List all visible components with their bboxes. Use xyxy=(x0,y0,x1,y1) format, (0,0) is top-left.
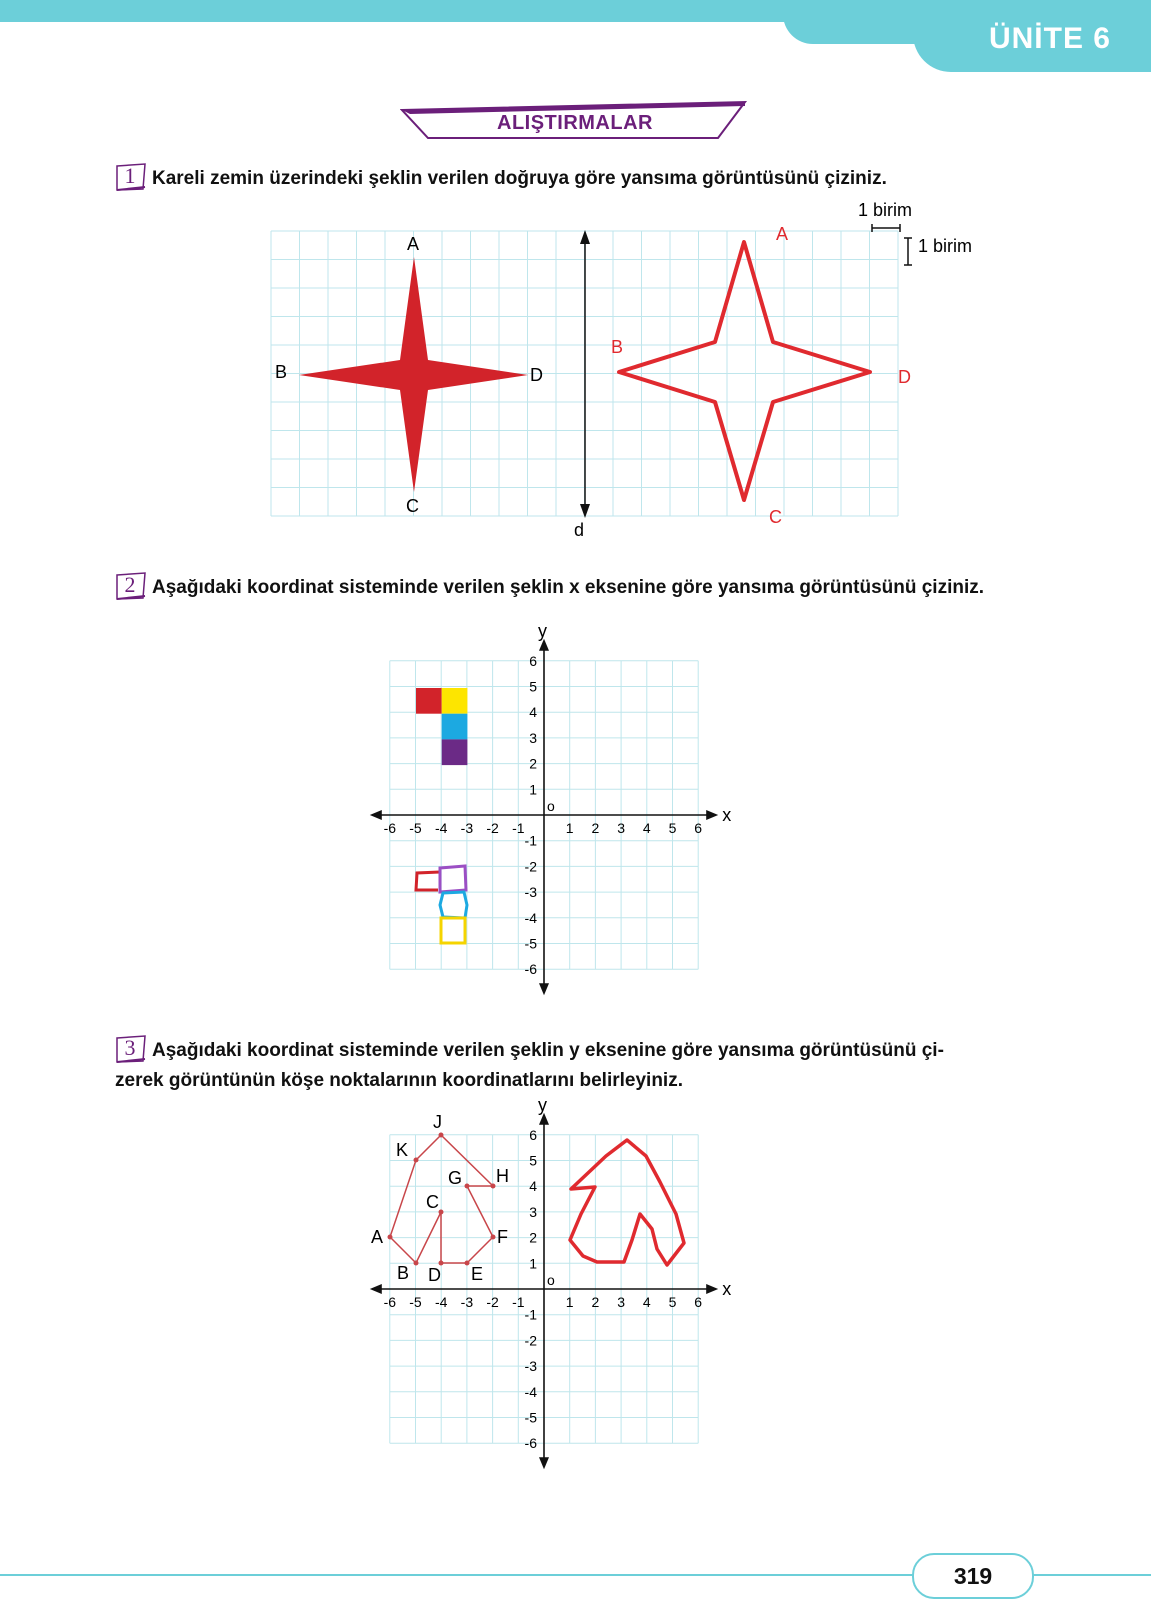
x-tick-label: -4 xyxy=(434,1294,448,1310)
x-tick-label: 5 xyxy=(668,820,677,836)
y-tick-label: -6 xyxy=(524,961,537,978)
y-tick-label: -2 xyxy=(524,1332,537,1349)
square-red xyxy=(416,688,442,714)
x-tick-label: -3 xyxy=(460,1294,474,1310)
y-tick-label: 2 xyxy=(529,755,537,772)
y-tick-label: -3 xyxy=(524,1358,537,1375)
label-original-a: A xyxy=(407,234,420,254)
original-star-shape xyxy=(299,257,528,492)
question-2-coordinate-plane xyxy=(0,620,1151,1010)
x-tick-label: -1 xyxy=(512,820,525,836)
label-reflection-c: C xyxy=(769,507,782,527)
x-tick-label: -4 xyxy=(434,820,448,836)
square-blue xyxy=(442,714,468,740)
x-tick-label: -6 xyxy=(383,1294,397,1310)
page-number: 319 xyxy=(953,1563,993,1589)
question-number-2: 2 xyxy=(115,571,145,599)
y-tick-label: -4 xyxy=(524,1383,537,1400)
y-tick-label: 4 xyxy=(529,1178,537,1195)
y-tick-label: 1 xyxy=(529,781,537,798)
y-tick-label: -5 xyxy=(524,935,537,952)
label-reflection-d: D xyxy=(898,367,911,387)
x-tick-label: 3 xyxy=(617,820,625,836)
x-tick-label: 4 xyxy=(642,820,651,836)
x-tick-label: 2 xyxy=(591,1294,600,1310)
question-number-3: 3 xyxy=(115,1034,145,1062)
page-number-pill xyxy=(912,1553,1034,1599)
reflected-square-red xyxy=(416,872,440,890)
x-axis-label: x xyxy=(722,1279,732,1299)
point-label-k: K xyxy=(396,1140,409,1160)
point-label-d: D xyxy=(428,1265,441,1285)
x-tick-label: 1 xyxy=(565,1294,574,1310)
y-tick-label: 5 xyxy=(529,678,537,695)
reflected-square-blue xyxy=(440,892,467,918)
label-original-c: C xyxy=(406,496,419,516)
x-tick-label: -5 xyxy=(409,820,422,836)
reflected-square-purple xyxy=(440,866,466,892)
x-tick-label: -1 xyxy=(512,1294,525,1310)
y-tick-label: -2 xyxy=(524,858,537,875)
question-text-2: Aşağıdaki koordinat sisteminde verilen şeklin x eksenine göre yansıma görüntüsünü çiziniz. xyxy=(152,577,985,598)
point-label-e: E xyxy=(471,1264,484,1284)
point-label-a: A xyxy=(371,1227,384,1247)
label-original-b: B xyxy=(275,362,288,382)
question-text-1: Kareli zemin üzerindeki şeklin verilen doğruya göre yansıma görüntüsünü çiziniz. xyxy=(152,168,887,189)
x-tick-label: -5 xyxy=(409,1294,422,1310)
x-tick-label: -2 xyxy=(486,820,499,836)
x-tick-label: 5 xyxy=(668,1294,677,1310)
origin-label: o xyxy=(547,1272,555,1288)
unit-label: ÜNİTE 6 xyxy=(988,22,1111,55)
y-tick-label: 2 xyxy=(529,1229,537,1246)
x-tick-label: 1 xyxy=(565,820,574,836)
point-label-j: J xyxy=(433,1112,442,1132)
reflected-square-yellow xyxy=(441,918,465,943)
x-axis-label: x xyxy=(722,805,732,825)
mirror-line-label: d xyxy=(574,520,585,540)
x-tick-label: 6 xyxy=(694,820,703,836)
y-tick-label: 3 xyxy=(529,1203,537,1220)
y-axis-label: y xyxy=(538,1094,547,1115)
unit-vertical-label: 1 birim xyxy=(918,236,973,256)
question-text-3-line2: zerek görüntünün köşe noktalarının koordinatlarını belirleyiniz. xyxy=(115,1070,683,1091)
x-tick-label: 3 xyxy=(617,1294,625,1310)
y-tick-label: -3 xyxy=(524,884,537,901)
point-label-f: F xyxy=(497,1227,508,1247)
label-reflection-a: A xyxy=(776,224,789,244)
y-tick-label: 6 xyxy=(529,1126,537,1143)
label-original-d: D xyxy=(530,365,543,385)
label-reflection-b: B xyxy=(611,337,624,357)
x-tick-label: -6 xyxy=(383,820,397,836)
x-tick-label: 6 xyxy=(694,1294,703,1310)
y-tick-label: 4 xyxy=(529,704,537,721)
x-tick-label: -2 xyxy=(486,1294,499,1310)
square-purple xyxy=(442,739,468,765)
question-3-coordinate-plane xyxy=(0,1094,1151,1484)
reflected-star-outline xyxy=(619,242,870,500)
y-tick-label: 6 xyxy=(529,652,537,669)
point-label-h: H xyxy=(496,1166,509,1186)
y-tick-label: -1 xyxy=(524,1306,537,1323)
point-label-b: B xyxy=(397,1263,410,1283)
y-tick-label: -5 xyxy=(524,1409,537,1426)
square-yellow xyxy=(442,688,468,714)
section-title: ALIŞTIRMALAR xyxy=(497,112,653,134)
point-label-c: C xyxy=(426,1192,439,1212)
question-1-figure xyxy=(0,0,1151,560)
y-tick-label: 3 xyxy=(529,729,537,746)
x-tick-label: 4 xyxy=(642,1294,651,1310)
x-tick-label: 2 xyxy=(591,820,600,836)
reflected-polygon xyxy=(570,1140,684,1265)
unit-horizontal-label: 1 birim xyxy=(858,200,913,220)
question-text-3-line1: Aşağıdaki koordinat sisteminde verilen şeklin y eksenine göre yansıma görüntüsünü çi- xyxy=(152,1040,944,1061)
question-number-1: 1 xyxy=(115,162,145,190)
y-tick-label: -6 xyxy=(524,1435,537,1452)
point-label-g: G xyxy=(448,1168,463,1188)
origin-label: o xyxy=(547,798,555,814)
y-tick-label: 1 xyxy=(529,1255,537,1272)
y-tick-label: -4 xyxy=(524,909,537,926)
x-tick-label: -3 xyxy=(460,820,474,836)
y-axis-label: y xyxy=(538,620,547,641)
y-tick-label: -1 xyxy=(524,832,537,849)
y-tick-label: 5 xyxy=(529,1152,537,1169)
